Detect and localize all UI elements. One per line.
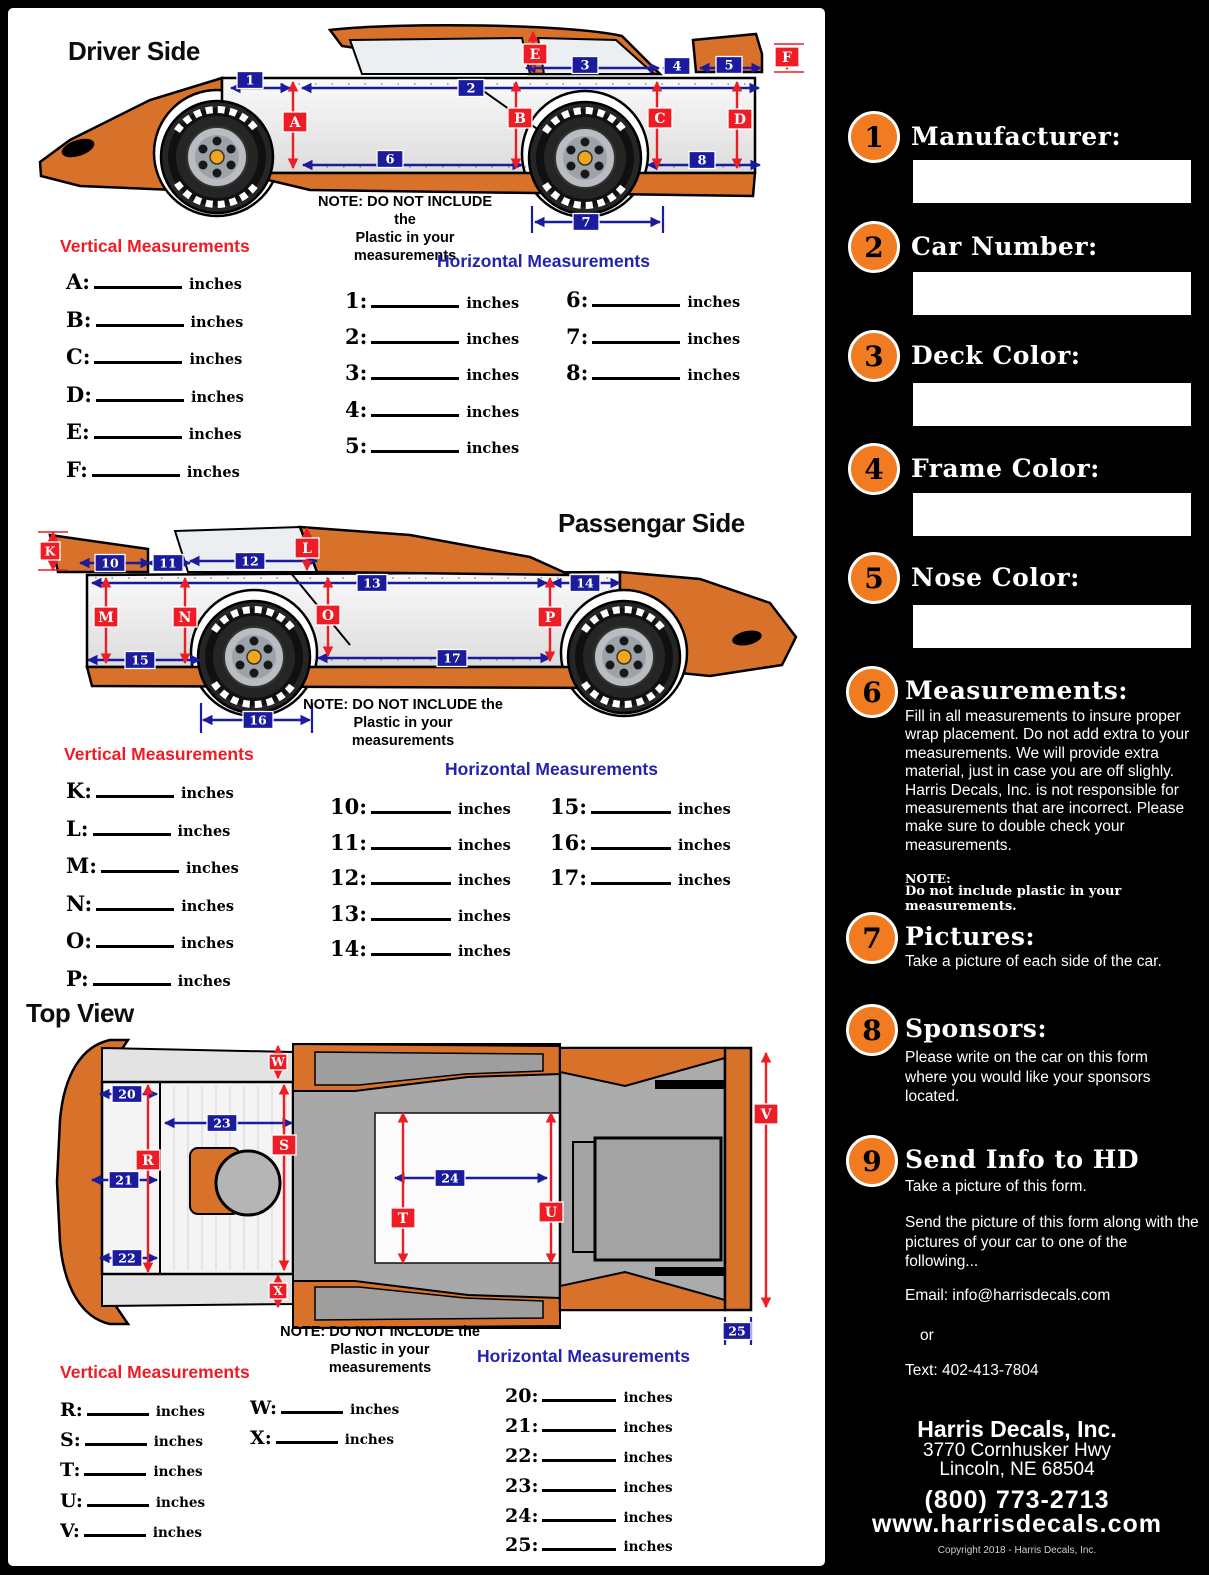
measure-blank[interactable] xyxy=(542,1505,616,1522)
measure-blank[interactable] xyxy=(371,904,451,921)
svg-text:22: 22 xyxy=(118,1250,136,1266)
driver-measure-2-label xyxy=(458,80,484,97)
measure-blank[interactable] xyxy=(371,291,459,308)
measure-row: T: inches xyxy=(60,1459,203,1482)
measure-row: 24: inches xyxy=(505,1504,673,1527)
passenger-vertical-header: Vertical Measurements xyxy=(64,744,254,764)
measure-row: 2: inches xyxy=(345,324,520,350)
measure-row: K: inches xyxy=(66,778,234,803)
measure-row: 5: inches xyxy=(345,432,520,458)
car-number-label: Car Number: xyxy=(911,232,1098,261)
right-fender xyxy=(102,1274,293,1306)
measure-row: 7: inches xyxy=(566,323,741,349)
top-measure-U-label xyxy=(539,1202,563,1222)
top-vertical-header: Vertical Measurements xyxy=(60,1362,250,1382)
passenger-note: NOTE: DO NOT INCLUDE the Plastic in your measurements xyxy=(303,697,503,749)
svg-text:23: 23 xyxy=(213,1115,231,1131)
measure-blank[interactable] xyxy=(94,347,182,364)
measure-blank[interactable] xyxy=(542,1385,616,1402)
driver-measure-C-label xyxy=(648,108,672,128)
svg-text:L: L xyxy=(302,541,312,557)
measure-row: 13: inches xyxy=(330,900,511,926)
passenger-horizontal-list-2 xyxy=(550,787,731,894)
top-measure-20-label xyxy=(112,1086,142,1103)
measure-row: X: inches xyxy=(250,1427,394,1449)
passenger-measure-N-label xyxy=(173,607,197,627)
step-1-badge: 1 xyxy=(848,111,900,163)
passenger-measure-M-label xyxy=(94,607,118,627)
measure-blank[interactable] xyxy=(93,819,171,836)
measure-row: 21: inches xyxy=(505,1414,673,1437)
pictures-body: Take a picture of each side of the car. xyxy=(905,953,1162,970)
measure-row: 17: inches xyxy=(550,865,731,891)
svg-text:2: 2 xyxy=(466,81,476,97)
measurements-note: Do not include plastic in your measurements. xyxy=(905,884,1122,914)
measure-row: C: inches xyxy=(66,344,243,370)
measure-blank[interactable] xyxy=(96,781,174,798)
passenger-horizontal-header: Horizontal Measurements xyxy=(445,759,658,779)
roof xyxy=(300,527,570,575)
driver-measure-7-label xyxy=(573,214,599,231)
svg-text:B: B xyxy=(514,111,526,127)
svg-text:S: S xyxy=(278,1138,290,1154)
driver-measure-4-label xyxy=(664,58,690,75)
driver-measure-B-label xyxy=(508,108,532,128)
top-measure-21-label xyxy=(109,1172,139,1189)
measure-blank[interactable] xyxy=(96,894,174,911)
measurements-body: Fill in all measurements to insure proper wrap placement. Do not add extra to your measurements. We will provide extra material, just in case you are off slighly. Harris Decals, Inc. is not responsible for measurements that are incorrect. Please make sure to double check your measurements. xyxy=(905,708,1190,854)
footer-copyright: Copyright 2018 - Harris Decals, Inc. xyxy=(937,1545,1097,1556)
front-wheel xyxy=(568,601,680,713)
frame-color-input[interactable] xyxy=(913,493,1191,536)
top-measure-S-label xyxy=(272,1135,296,1155)
step-5-badge: 5 xyxy=(848,552,900,604)
svg-text:12: 12 xyxy=(241,553,259,569)
measure-blank[interactable] xyxy=(94,422,182,439)
measure-row: 16: inches xyxy=(550,829,731,855)
send-info-or: or xyxy=(920,1327,934,1344)
svg-text:15: 15 xyxy=(131,652,149,668)
measure-row: 10: inches xyxy=(330,794,511,819)
svg-text:R: R xyxy=(142,1153,154,1169)
measure-row: 20: inches xyxy=(505,1385,673,1407)
measure-row: 23: inches xyxy=(505,1474,673,1497)
passenger-measure-P-label xyxy=(538,607,562,627)
svg-text:C: C xyxy=(654,111,666,127)
step-6-badge: 6 xyxy=(846,666,898,718)
svg-text:10: 10 xyxy=(101,555,119,571)
svg-text:7: 7 xyxy=(581,215,591,231)
measure-blank[interactable] xyxy=(84,1520,146,1537)
measure-row: W: inches xyxy=(250,1397,400,1419)
measure-blank[interactable] xyxy=(93,969,171,986)
step-3-badge: 3 xyxy=(848,330,900,382)
driver-measure-3-label xyxy=(572,57,598,74)
svg-text:17: 17 xyxy=(443,650,461,666)
rear-bumper xyxy=(725,1048,751,1310)
driver-measure-A-label xyxy=(283,112,307,132)
send-info-title: Send Info to HD xyxy=(905,1145,1140,1174)
deck-color-label: Deck Color: xyxy=(911,341,1081,370)
step-9-badge: 9 xyxy=(846,1135,898,1187)
measure-row: S: inches xyxy=(60,1429,203,1452)
measure-blank[interactable] xyxy=(542,1534,616,1551)
measure-blank[interactable] xyxy=(371,833,451,850)
svg-text:T: T xyxy=(397,1211,409,1227)
measure-blank[interactable] xyxy=(281,1397,343,1414)
nose-color-label: Nose Color: xyxy=(911,563,1080,592)
top-horizontal-header: Horizontal Measurements xyxy=(477,1346,690,1366)
svg-text:W: W xyxy=(271,1055,285,1069)
measure-blank[interactable] xyxy=(96,385,184,402)
top-view-title: Top View xyxy=(26,998,134,1028)
svg-text:O: O xyxy=(321,608,335,624)
svg-text:24: 24 xyxy=(441,1170,459,1186)
measure-blank[interactable] xyxy=(371,327,459,344)
measure-row: B: inches xyxy=(66,306,244,332)
driver-vertical-list xyxy=(66,262,244,488)
left-fender xyxy=(102,1048,293,1082)
passenger-measure-12-label xyxy=(235,553,265,570)
measure-blank[interactable] xyxy=(591,833,671,850)
svg-text:E: E xyxy=(529,47,541,63)
driver-side-title: Driver Side xyxy=(68,36,200,66)
top-measure-V-label xyxy=(754,1104,778,1124)
driver-horizontal-list-1 xyxy=(345,281,519,462)
top-measure-24-label xyxy=(435,1170,465,1187)
rear-wheel xyxy=(198,601,310,713)
step-4-badge: 4 xyxy=(848,443,900,495)
passenger-measure-L-label xyxy=(295,538,319,558)
measure-blank[interactable] xyxy=(542,1415,616,1432)
measure-row: U: inches xyxy=(60,1489,206,1512)
measure-blank[interactable] xyxy=(542,1445,616,1462)
measure-blank[interactable] xyxy=(371,363,459,380)
measure-row: 14: inches xyxy=(330,936,511,962)
measure-blank[interactable] xyxy=(371,797,451,814)
manufacturer-input[interactable] xyxy=(913,160,1191,203)
svg-text:M: M xyxy=(98,610,114,626)
measure-blank[interactable] xyxy=(592,290,680,307)
svg-text:K: K xyxy=(44,544,56,559)
measure-blank[interactable] xyxy=(87,1490,149,1507)
send-info-para: Send the picture of this form along with the pictures of your car to one of the following... xyxy=(905,1214,1199,1270)
measure-blank[interactable] xyxy=(592,363,680,380)
footer-company: Harris Decals, Inc. xyxy=(917,1416,1117,1442)
measure-blank[interactable] xyxy=(276,1427,338,1444)
passenger-measure-11-label xyxy=(153,555,183,572)
measure-blank[interactable] xyxy=(96,310,184,327)
measure-row: 11: inches xyxy=(330,829,511,855)
driver-vertical-header: Vertical Measurements xyxy=(60,236,250,256)
passenger-measure-O-label xyxy=(316,605,340,625)
passenger-horizontal-list-1 xyxy=(330,787,511,965)
svg-text:4: 4 xyxy=(672,59,682,75)
passenger-measure-13-label xyxy=(357,575,387,592)
measure-blank[interactable] xyxy=(542,1475,616,1492)
svg-text:X: X xyxy=(273,1284,283,1298)
svg-text:N: N xyxy=(178,610,192,626)
top-vertical-list-2 xyxy=(250,1390,399,1450)
measure-blank[interactable] xyxy=(591,868,671,885)
driver-measure-6-label xyxy=(377,151,403,168)
measure-row: O: inches xyxy=(66,928,234,953)
driver-horizontal-list-2 xyxy=(566,280,740,390)
car-number-input[interactable] xyxy=(913,272,1191,315)
svg-text:A: A xyxy=(289,115,301,131)
measure-row: 8: inches xyxy=(566,360,741,385)
passenger-vertical-list xyxy=(66,771,239,996)
driver-measure-F-label xyxy=(775,47,799,67)
measure-row: V: inches xyxy=(60,1519,203,1542)
sponsors-title: Sponsors: xyxy=(905,1014,1048,1043)
measure-row: F: inches xyxy=(66,456,240,482)
svg-text:21: 21 xyxy=(115,1172,133,1188)
measure-row: 1: inches xyxy=(345,288,520,313)
footer-phone: (800) 773-2713 xyxy=(924,1486,1110,1514)
step-7-badge: 7 xyxy=(846,912,898,964)
top-view-diagram xyxy=(10,1030,810,1360)
measure-blank[interactable] xyxy=(371,436,459,453)
measure-row: E: inches xyxy=(66,419,242,445)
measure-blank[interactable] xyxy=(371,868,451,885)
measure-row: P: inches xyxy=(66,965,231,991)
svg-text:16: 16 xyxy=(249,712,267,728)
measure-row: 15: inches xyxy=(550,794,731,819)
svg-text:3: 3 xyxy=(580,58,590,74)
svg-text:V: V xyxy=(760,1107,772,1123)
svg-text:11: 11 xyxy=(159,555,177,571)
sponsors-body: Please write on the car on this form where you would like your sponsors located. xyxy=(905,1049,1151,1105)
driver-horizontal-header: Horizontal Measurements xyxy=(437,251,650,271)
svg-text:D: D xyxy=(733,112,747,128)
driver-measure-D-label xyxy=(728,109,752,129)
front-wheel xyxy=(161,101,273,213)
measure-row: 4: inches xyxy=(345,396,520,422)
driver-measure-5-label xyxy=(716,57,742,74)
measure-blank[interactable] xyxy=(92,460,180,477)
top-measure-W-label xyxy=(269,1054,287,1070)
svg-text:25: 25 xyxy=(728,1323,746,1339)
driver-note: NOTE: DO NOT INCLUDE the Plastic in your measurements xyxy=(318,194,492,264)
top-measure-25-label xyxy=(723,1323,751,1340)
measure-row: 6: inches xyxy=(566,287,741,312)
pictures-title: Pictures: xyxy=(905,922,1036,951)
front-window xyxy=(350,38,530,74)
passenger-side-title: Passengar Side xyxy=(558,508,745,538)
measure-blank[interactable] xyxy=(96,931,174,948)
svg-text:1: 1 xyxy=(245,73,255,89)
manufacturer-label: Manufacturer: xyxy=(911,122,1122,151)
measure-row: 22: inches xyxy=(505,1444,673,1467)
top-measure-R-label xyxy=(136,1150,160,1170)
svg-text:13: 13 xyxy=(363,575,381,591)
footer-address2: Lincoln, NE 68504 xyxy=(939,1459,1095,1480)
send-info-line1: Take a picture of this form. xyxy=(905,1178,1087,1195)
frame-color-label: Frame Color: xyxy=(911,454,1100,483)
measure-blank[interactable] xyxy=(592,327,680,344)
measure-row: D: inches xyxy=(66,381,244,407)
svg-text:6: 6 xyxy=(385,152,395,168)
fuel-cell xyxy=(595,1138,721,1260)
measure-blank[interactable] xyxy=(85,1429,147,1446)
top-horizontal-list xyxy=(505,1378,673,1557)
measure-row: N: inches xyxy=(66,890,235,916)
footer-address1: 3770 Cornhusker Hwy xyxy=(923,1440,1111,1461)
passenger-measure-K-label xyxy=(40,542,60,560)
measure-blank[interactable] xyxy=(94,272,182,289)
step-2-badge: 2 xyxy=(848,221,900,273)
footer-website: www.harrisdecals.com xyxy=(871,1510,1163,1538)
svg-text:5: 5 xyxy=(724,58,734,74)
measure-blank[interactable] xyxy=(371,939,451,956)
measure-blank[interactable] xyxy=(371,400,459,417)
measure-row: L: inches xyxy=(66,815,231,841)
passenger-measure-16-label xyxy=(243,712,273,729)
rear-wheel xyxy=(529,102,641,214)
passenger-measure-17-label xyxy=(437,650,467,667)
air-cleaner xyxy=(216,1151,280,1215)
measurements-title: Measurements: xyxy=(905,676,1128,705)
top-measure-22-label xyxy=(112,1250,142,1267)
top-measure-X-label xyxy=(269,1283,287,1299)
driver-measure-E-label xyxy=(523,44,547,64)
measure-row: M: inches xyxy=(66,853,239,878)
measure-row: A: inches xyxy=(66,269,242,294)
top-measure-23-label xyxy=(207,1115,237,1132)
svg-text:20: 20 xyxy=(118,1086,136,1102)
passenger-measure-10-label xyxy=(95,555,125,572)
svg-text:14: 14 xyxy=(576,575,594,591)
svg-text:P: P xyxy=(544,610,556,626)
svg-text:F: F xyxy=(782,50,792,66)
measure-row: 3: inches xyxy=(345,360,520,386)
measure-blank[interactable] xyxy=(87,1399,149,1416)
nose-color-input[interactable] xyxy=(913,605,1191,648)
measure-blank[interactable] xyxy=(101,856,179,873)
measure-row: R: inches xyxy=(60,1399,205,1421)
driver-measure-1-label xyxy=(237,72,263,89)
send-info-text: Text: 402-413-7804 xyxy=(905,1362,1039,1379)
rocker-panel xyxy=(87,667,620,688)
passenger-measure-15-label xyxy=(125,652,155,669)
step-8-badge: 8 xyxy=(846,1004,898,1056)
measurements-note-label: NOTE: xyxy=(905,871,951,886)
svg-text:8: 8 xyxy=(697,153,707,169)
measure-row: 25: inches xyxy=(505,1534,673,1557)
passenger-measure-14-label xyxy=(570,575,600,592)
measure-blank[interactable] xyxy=(591,797,671,814)
measure-row: 12: inches xyxy=(330,865,511,891)
deck-color-input[interactable] xyxy=(913,383,1191,426)
top-vertical-list-1 xyxy=(60,1392,205,1543)
send-info-email: Email: info@harrisdecals.com xyxy=(905,1287,1111,1304)
top-measure-T-label xyxy=(391,1208,415,1228)
measure-blank[interactable] xyxy=(84,1459,146,1476)
driver-measure-8-label xyxy=(689,152,715,169)
svg-text:U: U xyxy=(544,1205,558,1221)
top-note: NOTE: DO NOT INCLUDE the Plastic in your measurements xyxy=(280,1324,480,1376)
